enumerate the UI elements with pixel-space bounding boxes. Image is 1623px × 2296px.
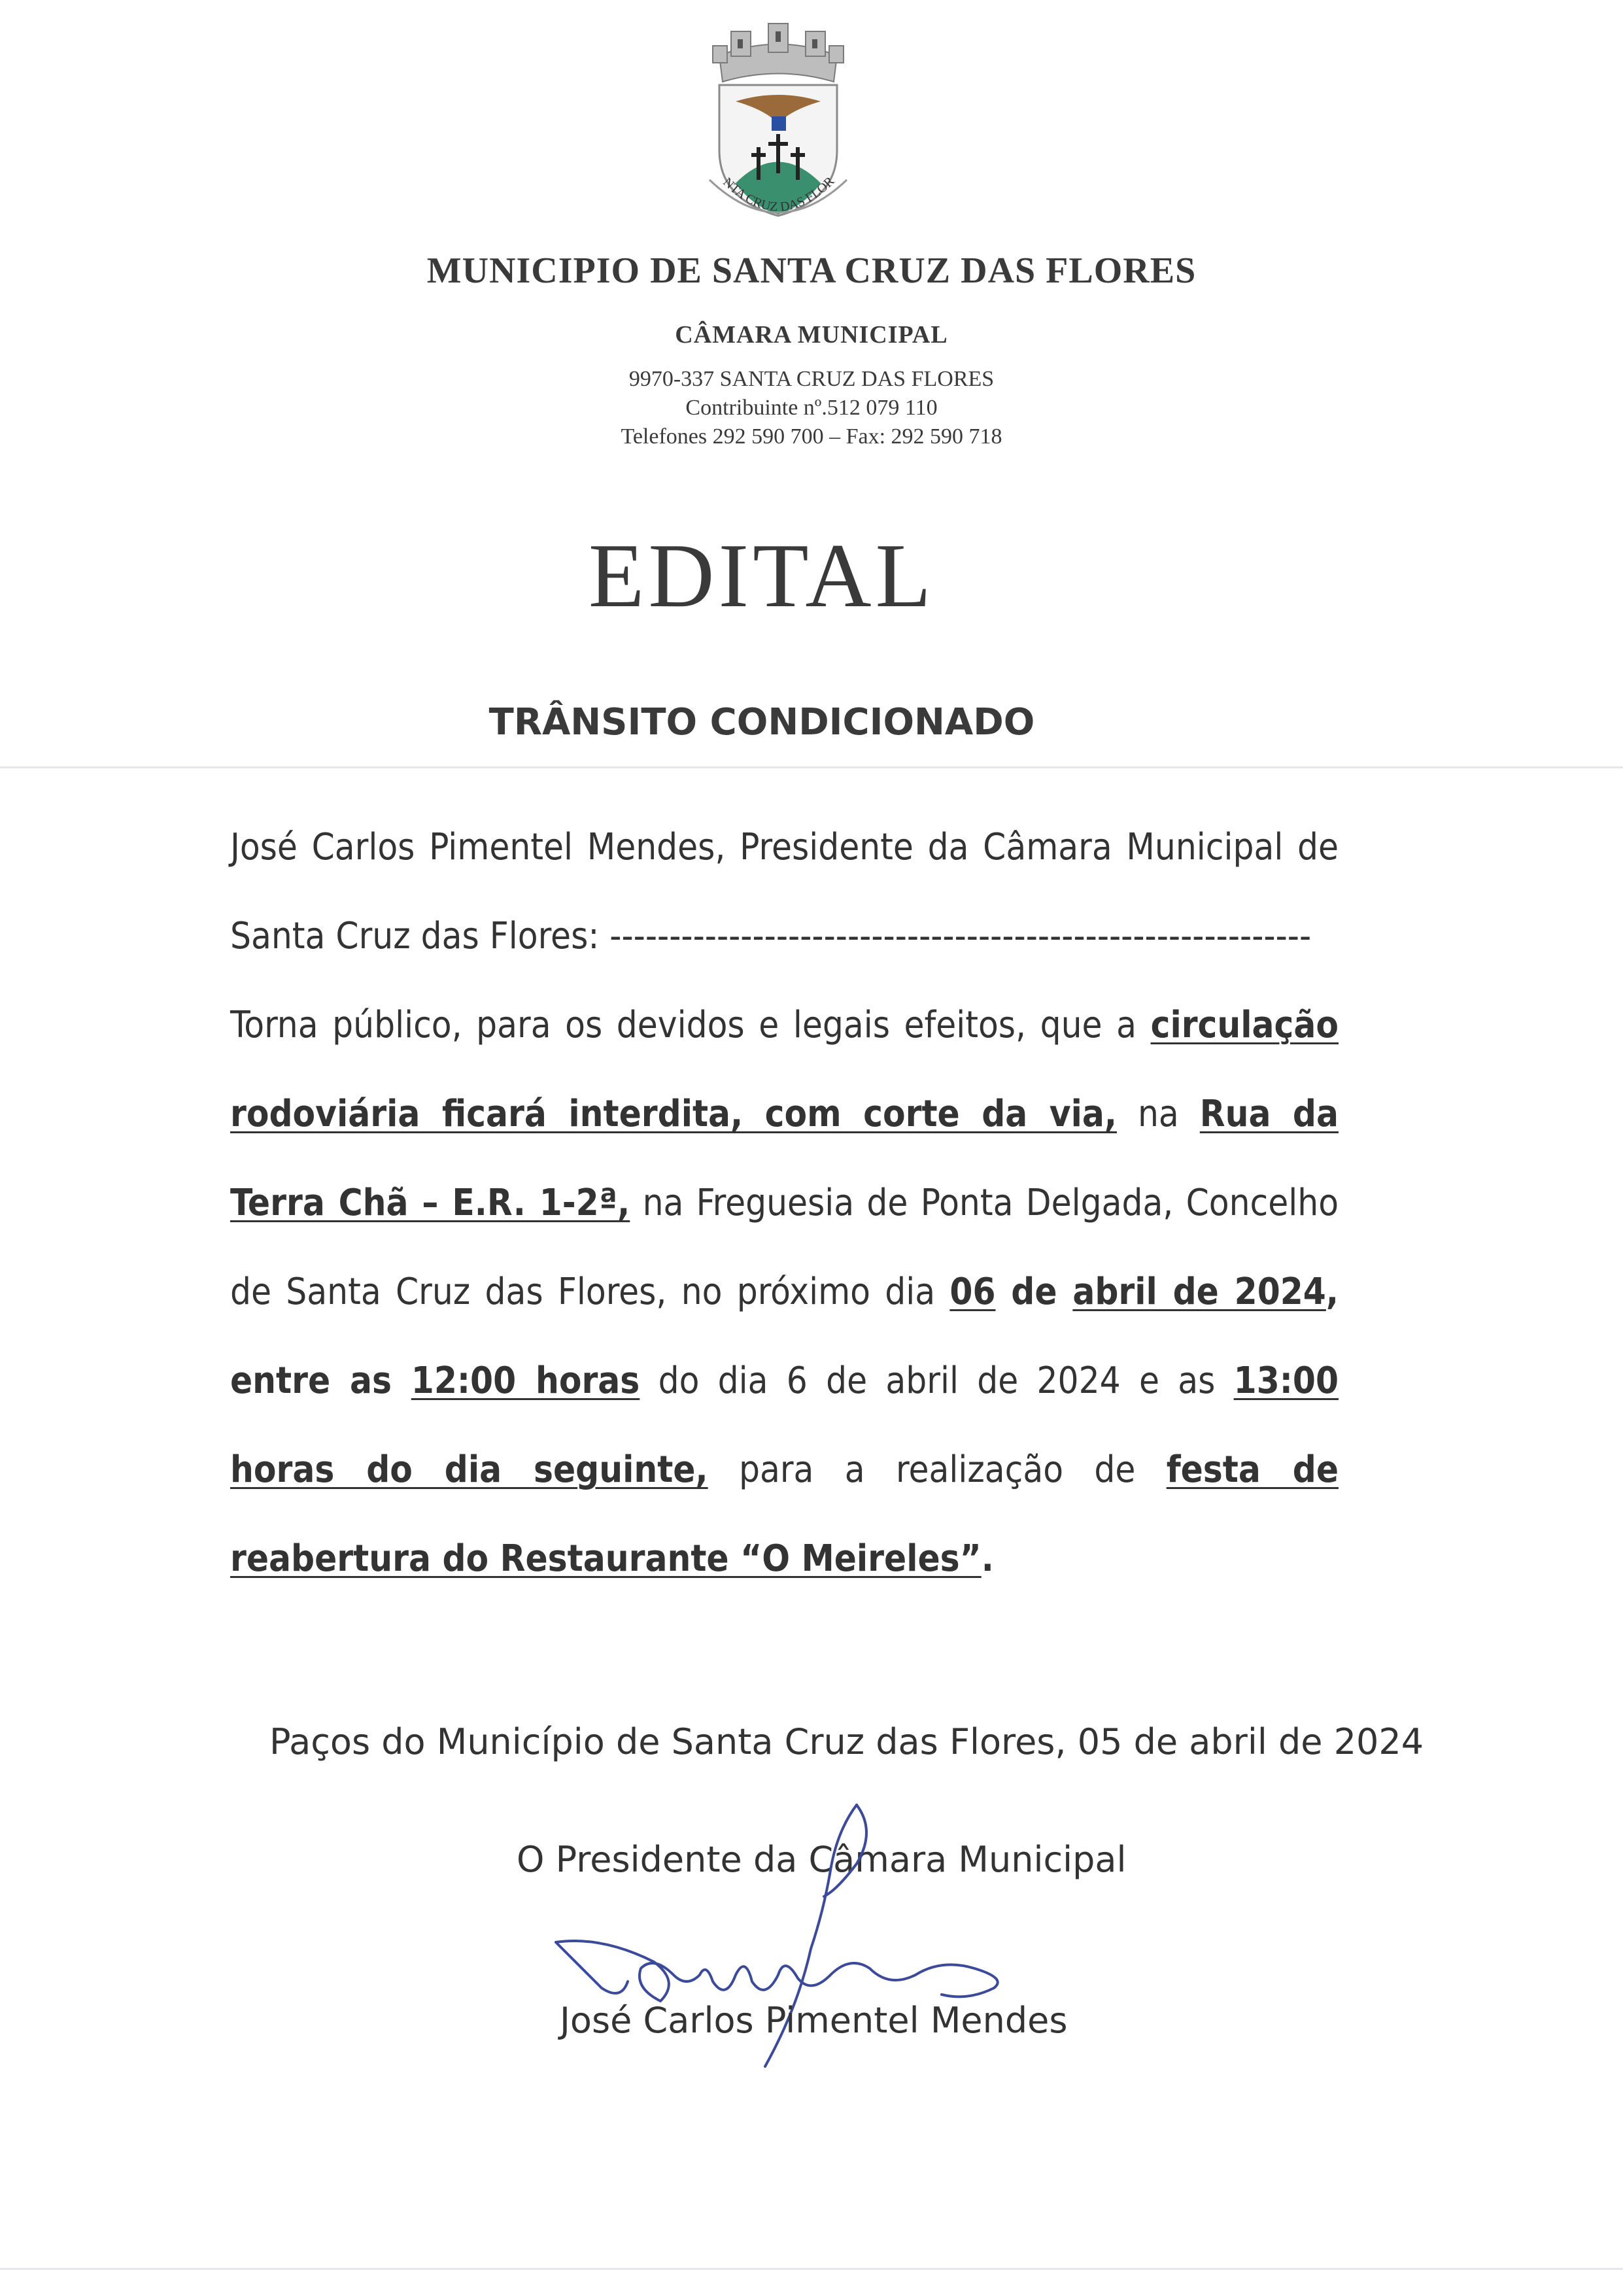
coat-of-arms <box>674 20 883 235</box>
handwritten-signature <box>549 1792 1020 2093</box>
crest-motto: NTA CRUZ DAS FLOR <box>720 174 838 214</box>
postal-address: 9970-337 SANTA CRUZ DAS FLORES <box>628 367 995 391</box>
address-block <box>0 365 1623 451</box>
council-name: CÂMARA MUNICIPAL <box>675 321 948 349</box>
text-segment: Torna público, para os devidos e legais efeitos, que a <box>230 1004 1151 1046</box>
place-and-date: Paços do Município de Santa Cruz das Flores, 05 de abril de 2024 <box>269 1721 1424 1762</box>
event-month-year: abril de 2024 <box>1072 1271 1326 1313</box>
text-segment: na Freguesia de Ponta Delgada, Concelho de Santa Cruz das Flores, no próximo dia <box>230 1182 1339 1313</box>
divider <box>0 2268 1623 2270</box>
signatory-name: José Carlos Pimentel Mendes <box>560 2000 1068 2041</box>
street-name: Rua da Terra Chã – E.R. 1-2ª, <box>230 1093 1339 1224</box>
coat-of-arms-icon <box>674 20 883 235</box>
end-time: 13:00 horas do dia seguinte, <box>230 1360 1339 1491</box>
divider <box>0 766 1623 768</box>
traffic-closure: circulação rodoviária ficará interdita, com corte da via, <box>230 1004 1339 1135</box>
text-segment: , entre as <box>230 1271 1339 1402</box>
text-segment: . <box>981 1537 994 1580</box>
event-day: 06 <box>949 1271 996 1313</box>
document-title: EDITAL <box>588 525 936 626</box>
text-segment: para a realização de <box>708 1448 1167 1491</box>
tax-id: Contribuinte nº.512 079 110 <box>685 396 938 420</box>
intro-paragraph: José Carlos Pimentel Mendes, Presidente da Câmara Municipal de Santa Cruz das Flores: ----------------------------------------------------------- <box>230 826 1339 957</box>
event-purpose: festa de reabertura do Restaurante “O Meireles” <box>230 1448 1339 1580</box>
notice-body <box>230 803 1339 1603</box>
text-segment: do dia 6 de abril de 2024 e as <box>640 1360 1234 1402</box>
notice-paragraph <box>230 981 1339 1603</box>
start-time: 12:00 horas <box>411 1360 640 1402</box>
document-subtitle: TRÂNSITO CONDICIONADO <box>488 701 1035 744</box>
signatory-role: O Presidente da Câmara Municipal <box>517 1839 1127 1880</box>
municipality-name: MUNICIPIO DE SANTA CRUZ DAS FLORES <box>426 250 1197 291</box>
text-segment: na <box>1117 1093 1200 1135</box>
text-segment: de <box>995 1271 1073 1313</box>
signature-icon <box>549 1792 1020 2093</box>
phone-fax: Telefones 292 590 700 – Fax: 292 590 718 <box>621 424 1002 449</box>
